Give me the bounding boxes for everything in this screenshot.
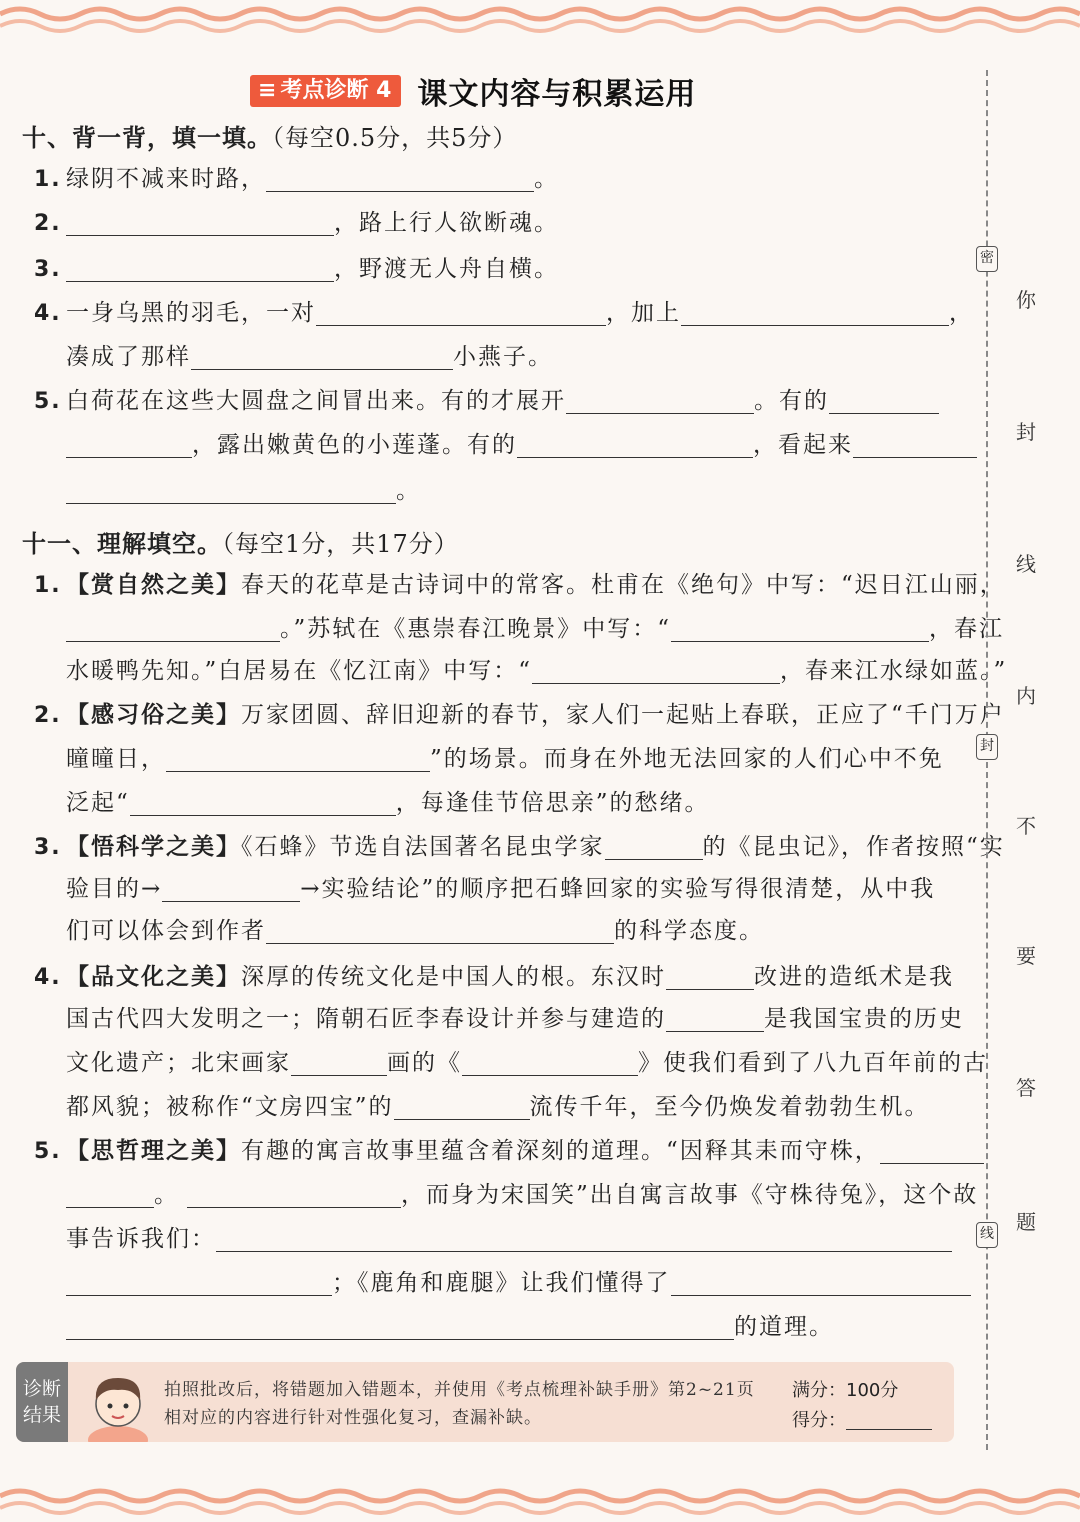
answer-blank[interactable] <box>66 1314 734 1340</box>
answer-blank[interactable] <box>130 790 396 816</box>
answer-blank[interactable] <box>880 1138 984 1164</box>
q10-1: 1. 绿阴不减来时路， 。 <box>34 166 559 192</box>
page-header <box>250 72 696 110</box>
answer-blank[interactable] <box>666 964 754 990</box>
q11-5-cont3: ；《鹿角和鹿腿》让我们懂得了 <box>66 1266 971 1300</box>
q11-5: 5. 【思哲理之美】有趣的寓言故事里蕴含着深刻的道理。“因释其耒而守株， <box>34 1134 984 1168</box>
answer-blank[interactable] <box>605 834 703 860</box>
instruction-text: 拍照批改后，将错题加入错题本，并使用《考点梳理补缺手册》第2~21页 相对应的内容进行针对性强化复习，查漏补缺。 <box>164 1380 755 1428</box>
answer-blank[interactable] <box>66 1182 154 1208</box>
section-10-title: 十、背一背，填一填。（每空0.5分，共5分） <box>22 124 518 152</box>
badge-label: 考点诊断 4 <box>280 78 392 103</box>
side-char: 答 <box>1016 1076 1036 1100</box>
q11-2: 2. 【感习俗之美】万家团圆、辞旧迎新的春节，家人们一起贴上春联，正应了“千门万户 <box>34 702 1005 728</box>
q10-4-cont: 凑成了那样 小燕子。 <box>66 344 553 370</box>
diagnosis-label: 诊断 结果 <box>16 1362 68 1442</box>
side-char: 你 <box>1016 288 1036 312</box>
diagnosis-badge <box>250 75 401 107</box>
side-char: 内 <box>1016 684 1036 708</box>
seal-mark-mi: 密 <box>976 246 998 272</box>
answer-blank[interactable] <box>291 1050 387 1076</box>
answer-blank[interactable] <box>462 1050 638 1076</box>
answer-blank[interactable] <box>66 616 280 642</box>
bottom-wave-border <box>0 1482 1080 1522</box>
section-11-title: 十一、理解填空。（每空1分，共17分） <box>22 530 459 558</box>
answer-blank[interactable] <box>681 300 949 326</box>
q11-5-cont: 。 ，而身为宋国笑”出自寓言故事《守株待兔》，这个故 <box>66 1178 978 1212</box>
q11-4-cont2: 文化遗产；北宋画家 画的《 》使我们看到了八九百年前的古 <box>66 1050 988 1076</box>
answer-blank[interactable] <box>671 1270 971 1296</box>
q11-4-end: 都风貌；被称作“文房四宝”的 流传千年，至今仍焕发着勃勃生机。 <box>66 1094 930 1120</box>
seal-mark-xian: 线 <box>976 1222 998 1248</box>
q11-2-cont: 曈曈日， ”的场景。而身在外地无法回家的人们心中不免 <box>66 746 944 772</box>
seal-mark-feng: 封 <box>976 734 998 760</box>
answer-blank[interactable] <box>66 432 192 458</box>
score-blank[interactable] <box>846 1410 932 1430</box>
q10-5: 5. 白荷花在这些大圆盘之间冒出来。有的才展开 。有的 <box>34 384 939 418</box>
q11-5-end: 的道理。 <box>66 1310 834 1344</box>
answer-blank[interactable] <box>216 1226 952 1252</box>
answer-blank[interactable] <box>266 918 614 944</box>
score-box: 满分：100分 得分： <box>792 1376 932 1436</box>
page-title: 课文内容与积累运用 <box>417 77 697 112</box>
q11-3-end: 们可以体会到作者 的科学态度。 <box>66 918 764 944</box>
answer-blank[interactable] <box>66 256 334 282</box>
q11-2-end: 泛起“ ，每逢佳节倍思亲”的愁绪。 <box>66 790 710 816</box>
answer-blank[interactable] <box>566 388 754 414</box>
side-char: 封 <box>1016 420 1036 444</box>
q10-3: 3. ，野渡无人舟自横。 <box>34 256 559 282</box>
answer-blank[interactable] <box>316 300 606 326</box>
answer-blank[interactable] <box>266 166 534 192</box>
top-wave-border <box>0 0 1080 40</box>
q11-1-end: 水暖鸭先知。”白居易在《忆江南》中写：“ ，春来江水绿如蓝。” <box>66 658 1008 684</box>
q10-4: 4. 一身乌黑的羽毛，一对 ，加上 ， <box>34 300 974 326</box>
answer-blank[interactable] <box>191 344 453 370</box>
answer-blank[interactable] <box>829 388 939 414</box>
answer-blank[interactable] <box>66 210 334 236</box>
answer-blank[interactable] <box>166 746 430 772</box>
q11-1-cont: 。”苏轼在《惠崇春江晚景》中写：“ ，春江 <box>66 612 1004 646</box>
q11-5-cont2: 事告诉我们： <box>66 1222 952 1256</box>
answer-blank[interactable] <box>187 1182 401 1208</box>
q11-3-cont: 验目的→ →实验结论”的顺序把石蜂回家的实验写得很清楚，从中我 <box>66 876 936 902</box>
answer-blank[interactable] <box>394 1094 530 1120</box>
side-char: 要 <box>1016 944 1036 968</box>
student-avatar-icon <box>80 1368 156 1442</box>
answer-blank[interactable] <box>162 876 300 902</box>
answer-blank[interactable] <box>532 658 780 684</box>
q11-1: 1. 【赏自然之美】春天的花草是古诗词中的常客。杜甫在《绝句》中写：“迟日江山丽， <box>34 572 1005 598</box>
q11-3: 3. 【悟科学之美】《石蜂》节选自法国著名昆虫学家 的《昆虫记》，作者按照“实 <box>34 834 1005 860</box>
side-char: 线 <box>1016 552 1036 576</box>
answer-blank[interactable] <box>517 432 753 458</box>
answer-blank[interactable] <box>666 1006 764 1032</box>
answer-blank[interactable] <box>671 616 929 642</box>
side-char: 不 <box>1016 814 1036 838</box>
q10-2: 2. ，路上行人欲断魂。 <box>34 210 559 236</box>
answer-blank[interactable] <box>66 1270 332 1296</box>
q11-4: 4. 【品文化之美】深厚的传统文化是中国人的根。东汉时 改进的造纸术是我 <box>34 964 954 990</box>
menu-lines-icon: ≡ <box>258 78 277 103</box>
q10-5-end: 。 <box>66 474 421 508</box>
diagnosis-result-panel <box>16 1362 954 1442</box>
answer-blank[interactable] <box>853 432 977 458</box>
side-char: 题 <box>1016 1210 1036 1234</box>
answer-blank[interactable] <box>66 478 396 504</box>
q11-4-cont: 国古代四大发明之一；隋朝石匠李春设计并参与建造的 是我国宝贵的历史 <box>66 1006 964 1032</box>
q10-5-cont: ，露出嫩黄色的小莲蓬。有的 ，看起来 <box>66 428 977 462</box>
